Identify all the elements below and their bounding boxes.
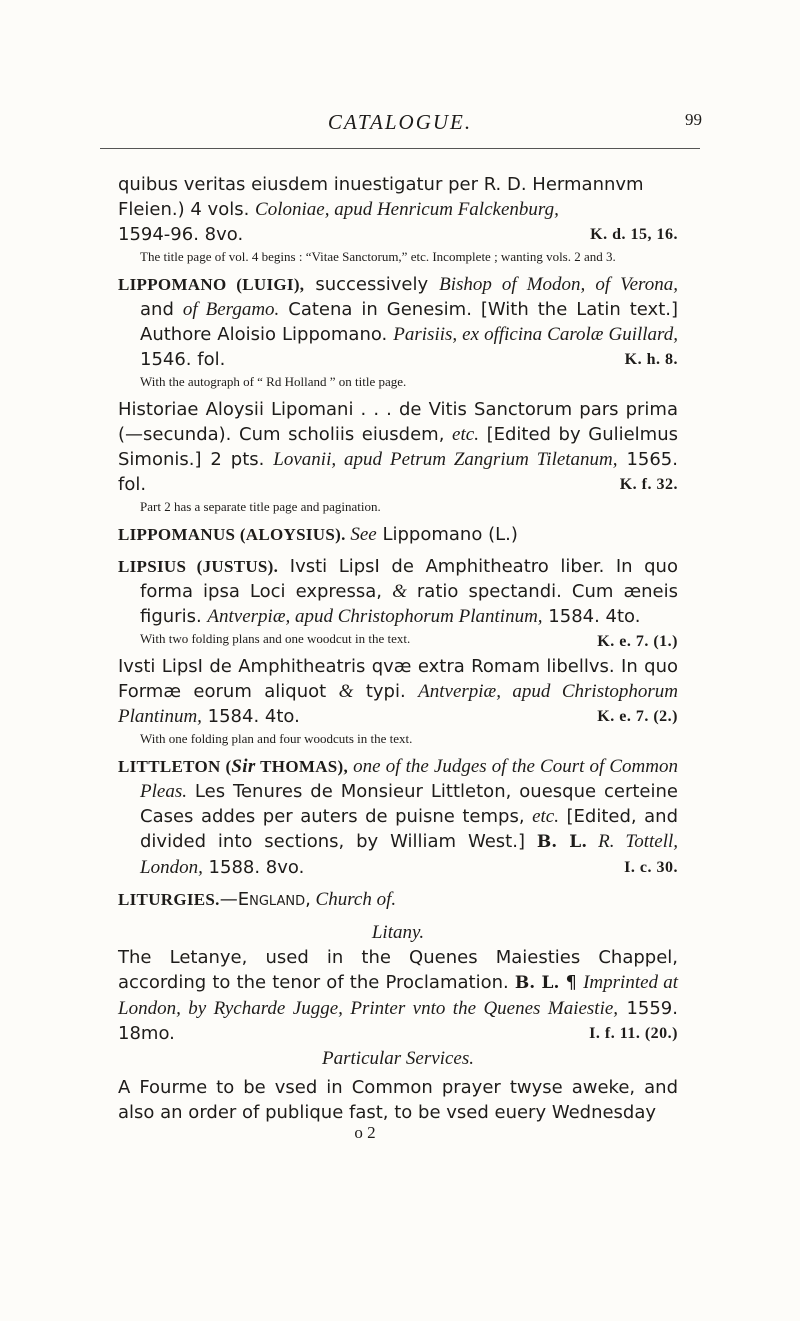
shelfmark: K. h. 8.: [624, 351, 678, 368]
entry-note: With one folding plan and four woodcuts in the text.: [140, 731, 413, 746]
entry-littleton: LITTLETON (Sir THOMAS), one of the Judges of the Court of Common Pleas. Les Tenures de Monsieur Littleton, ouesque certeine Cases addes per auters de puisne temps, etc. [Edited, and divided into sections, by William West.] B. L. R. Tottell, London, 1588. 8vo. I. c. 30.: [118, 756, 678, 878]
entry-letanye: The Letanye, used in the Quenes Maiesties Chappel, according to the tenor of the Proclamation. B. L. ¶ Imprinted at London, by Rycharde Jugge, Printer vnto the Quenes Maiestie, 1559. 18mo. I. f. 11. (20.): [118, 947, 678, 1044]
entry-lippomano-luigi: LIPPOMANO (LUIGI), successively Bishop of Modon, of Verona, and of Bergamo. Catena in Genesim. [With the Latin text.] Authore Aloisio Lippomano. Parisiis, ex officina Carolæ Guillard, 1546. fol. K. h. 8.: [118, 274, 678, 370]
entry-note: The title page of vol. 4 begins : “Vitae Sanctorum,” etc. Incomplete ; wanting vols. 2 and 3.: [140, 249, 616, 264]
header-rule: [100, 148, 700, 149]
entry-historiae-lipomani: Historiae Aloysii Lipomani . . . de Vitis Sanctorum pars prima (—secunda). Cum scholiis eiusdem, etc. [Edited by Gulielmus Simonis.] 2 pts. Lovanii, apud Petrum Zangrium Tiletanum, 1565. fol. K. f. 32.: [118, 399, 678, 495]
entry-lipsius-amphitheatris: Ivsti LipsI de Amphitheatris qvæ extra Romam libellvs. In quo Formæ eorum aliquot & typi. Antverpiæ, apud Christophorum Plantinum, 1584. 4to. K. e. 7. (2.): [118, 656, 678, 727]
entry-note: Part 2 has a separate title page and pagination.: [140, 499, 381, 514]
shelfmark: I. c. 30.: [624, 859, 678, 876]
entry-lipsius: LIPSIUS (JUSTUS). Ivsti LipsI de Amphitheatro liber. In quo forma ipsa Loci expressa, & ratio spectandi. Cum æneis figuris. Antverpiæ, apud Christophorum Plantinum, 1584. 4to. K. e. 7. (1.): [118, 554, 678, 629]
subheading-litany: Litany.: [371, 922, 425, 943]
running-title: CATALOGUE.: [327, 110, 473, 134]
entry-heading: LIPSIUS (JUSTUS).: [118, 557, 279, 576]
shelfmark: K. d. 15, 16.: [590, 226, 678, 243]
running-header: [0, 110, 800, 132]
entry-liturgies: LITURGIES.—England, Church of.: [118, 889, 397, 910]
entry-heading: LIPPOMANUS (ALOYSIUS).: [118, 525, 346, 544]
entry-heading: LIPPOMANO (LUIGI),: [118, 275, 305, 294]
black-letter-mark: B. L.: [536, 832, 588, 852]
entry-fourme: A Fourme to be vsed in Common prayer twyse aweke, and also an order of publique fast, to be vsed euery Wednesday: [118, 1077, 678, 1123]
shelfmark: K. f. 32.: [619, 476, 678, 493]
black-letter-mark: B. L.: [514, 973, 560, 993]
page-number: 99: [685, 110, 702, 129]
entry-continuation: quibus veritas eiusdem inuestigatur per R. D. Hermannvm Fleien.) 4 vols. Coloniae, apud Henricum Falckenburg, 1594-96. 8vo. K. d. 15, 16.: [118, 174, 678, 245]
subheading-particular-services: Particular Services.: [322, 1048, 474, 1069]
entry-heading: LITTLETON (Sir THOMAS),: [118, 756, 349, 777]
entry-note: With the autograph of “ Rd Holland ” on title page.: [140, 374, 407, 389]
signature-mark: o 2: [354, 1123, 376, 1142]
entry-heading: LITURGIES.: [118, 890, 220, 909]
shelfmark: K. e. 7. (2.): [597, 708, 678, 725]
entry-lippomanus-cross-ref: LIPPOMANUS (ALOYSIUS). See Lippomano (L.): [118, 524, 518, 545]
entry-note: With two folding plans and one woodcut in the text.: [140, 631, 411, 646]
shelfmark: I. f. 11. (20.): [589, 1025, 678, 1042]
shelfmark: K. e. 7. (1.): [597, 633, 678, 650]
catalogue-body: [118, 172, 678, 1143]
